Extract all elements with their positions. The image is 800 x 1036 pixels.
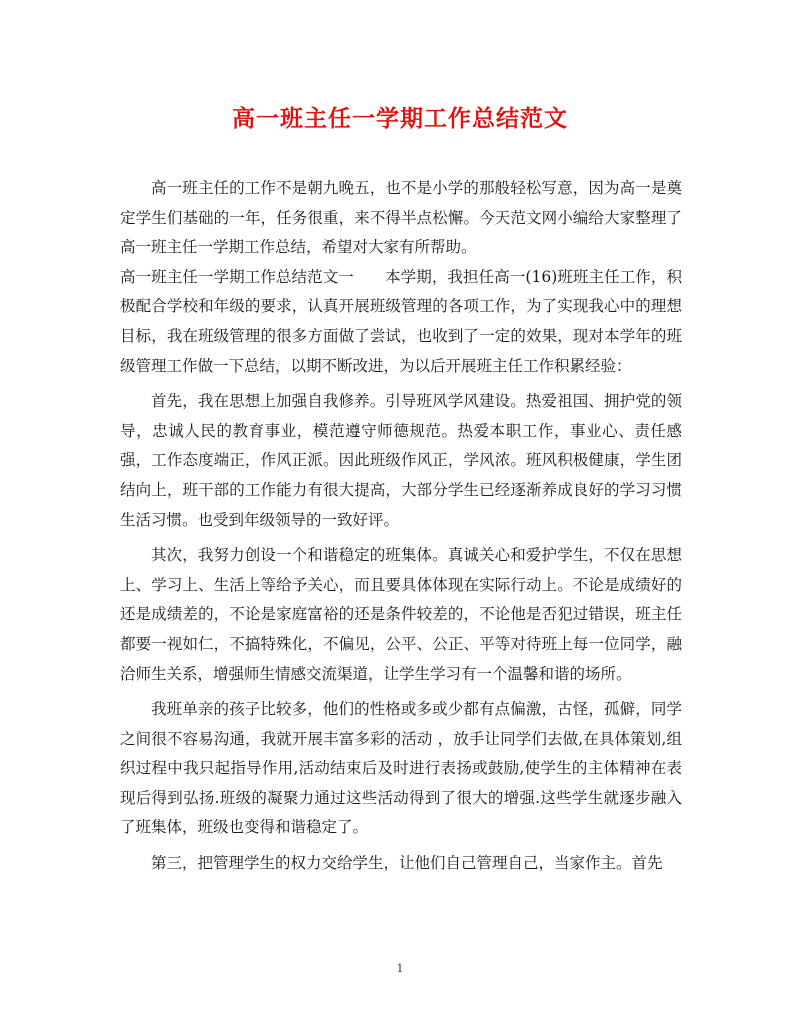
document-body <box>120 174 682 879</box>
paragraph-intro: 高一班主任的工作不是朝九晚五，也不是小学的那般轻松写意，因为高一是奠定学生们基础的一年，任务很重，来不得半点松懈。今天范文网小编给大家整理了高一班主任一学期工作总结，希望对大家有所帮助。 <box>120 179 682 257</box>
paragraph-section-one: 高一班主任一学期工作总结范文一 本学期，我担任高一(16)班班主任工作，积极配合学校和年级的要求，认真开展班级管理的各项工作，为了实现我心中的理想目标，我在班级管理的很多方面做了尝试，也收到了一定的效果，现对本学年的班级管理工作做一下总结，以期不断改进，为以后开展班主任工作积累经验： <box>120 267 682 375</box>
document-title: 高一班主任一学期工作总结范文 <box>232 105 568 132</box>
paragraph-second: 其次，我努力创设一个和谐稳定的班集体。真诚关心和爱护学生，不仅在思想上、学习上、生活上等给予关心，而且要具体体现在实际行动上。不论是成绩好的还是成绩差的，不论是家庭富裕的还是条件较差的，不论他是否犯过错误，班主任都要一视如仁，不搞特殊化，不偏见，公平、公正、平等对待班上每一位同学，融洽师生关系，增强师生情感交流渠道，让学生学习有一个温馨和谐的场所。 <box>120 546 682 683</box>
page-number: 1 <box>396 962 404 975</box>
paragraph-first: 首先，我在思想上加强自我修养。引导班风学风建设。热爱祖国、拥护党的领导，忠诚人民的教育事业，模范遵守师德规范。热爱本职工作，事业心、责任感强，工作态度端正，作风正派。因此班级作风正，学风浓。班风积极健康，学生团结向上，班干部的工作能力有很大提高，大部分学生已经逐渐养成良好的学习习惯生活习惯。也受到年级领导的一致好评。 <box>120 392 682 529</box>
paragraph-third: 第三，把管理学生的权力交给学生，让他们自己管理自己，当家作主。首先 <box>151 854 663 873</box>
paragraph-single-parent: 我班单亲的孩子比较多，他们的性格或多或少都有点偏激，古怪，孤僻，同学之间很不容易沟通，我就开展丰富多彩的活动 ，放手让同学们去做,在具体策划,组织过程中我只起指导作用,活动结束后及时进行表扬或鼓励,使学生的主体精神在表现后得到弘扬.班级的凝聚力通过这些活动得到了很大的增强.这些学生就逐步融入了班集体，班级也变得和谐稳定了。 <box>120 700 682 837</box>
